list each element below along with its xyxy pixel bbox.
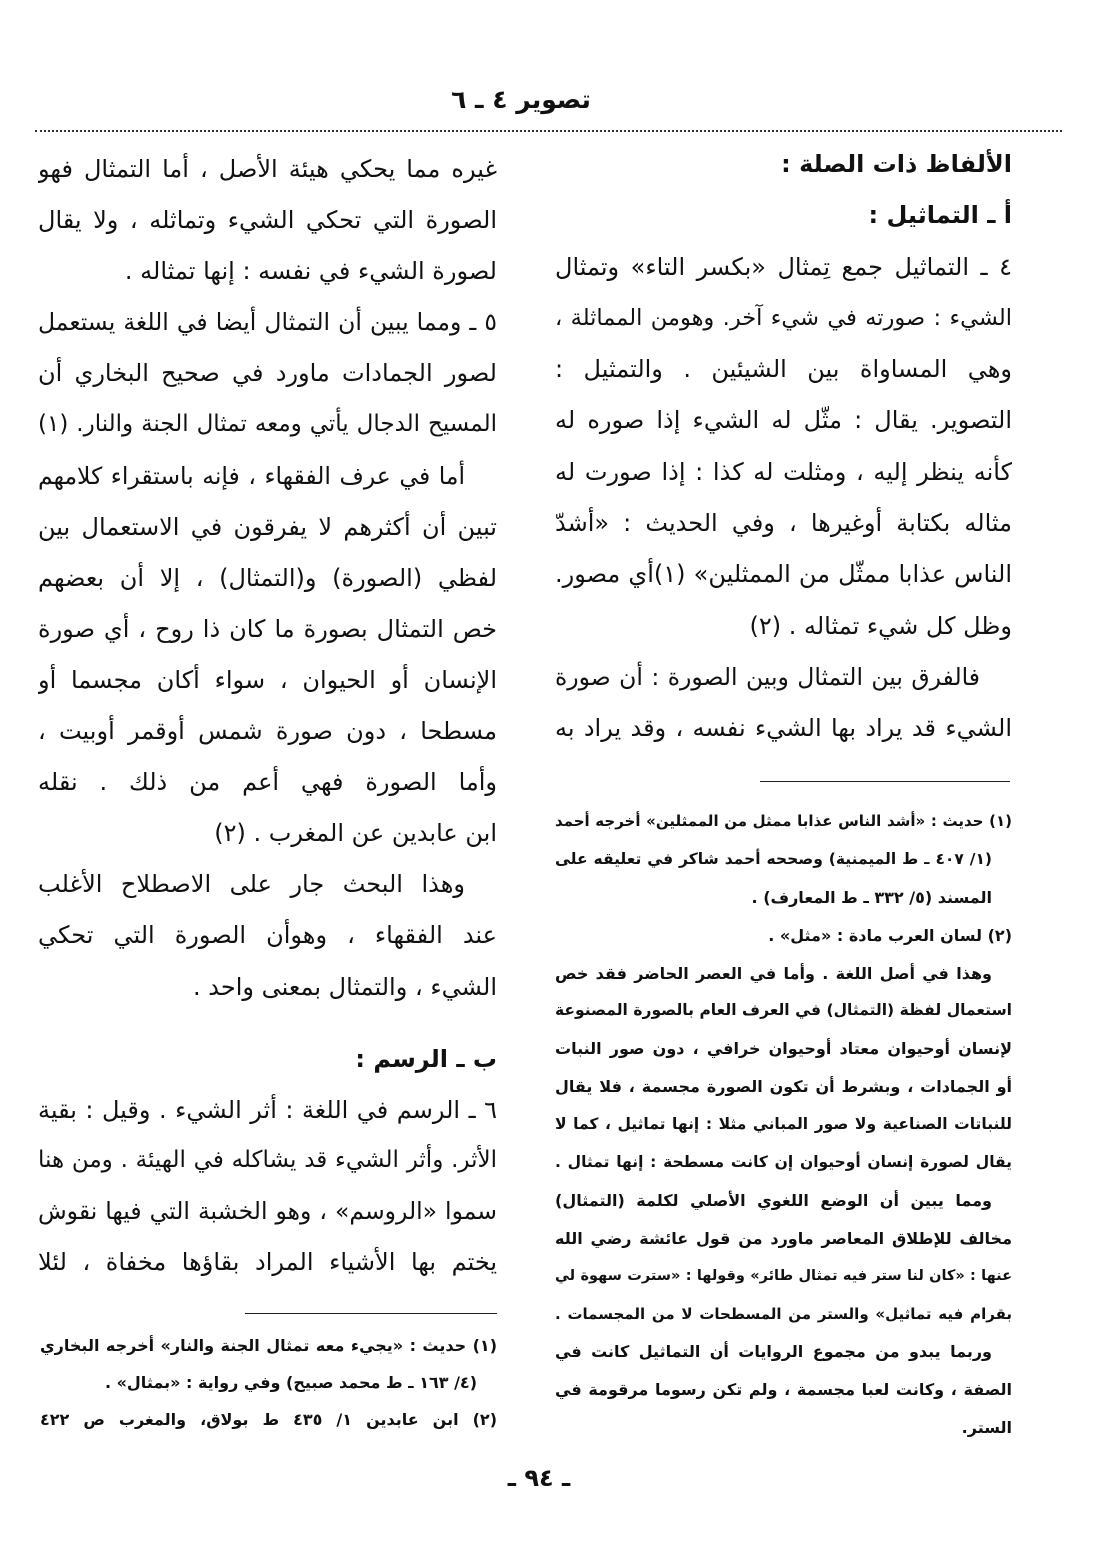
right-column <box>555 139 1012 755</box>
body-text-line: مثاله بكتابة أوغيرها ، وفي الحديث : «أشدّ <box>555 509 1012 538</box>
footnote-line: وربما يبدو من مجموع الروايات أن التماثيل كانت في <box>555 1342 992 1362</box>
body-text-line: فالفرق بين التمثال وبين الصورة : أن صورة <box>555 662 980 691</box>
body-text-line: ٥ ـ ومما يبين أن التمثال أيضا في اللغة يستعمل <box>38 308 497 337</box>
body-text-line: لصورة الشيء في نفسه : إنها تمثاله . <box>124 257 497 286</box>
body-text-line: كأنه ينظر إليه ، ومثلت له كذا : إذا صورت له <box>555 457 1012 486</box>
body-text-line: التصوير. يقال : مثّل له الشيء إذا صوره له <box>555 406 1012 435</box>
body-text-line: غيره مما يحكي هيئة الأصل ، أما التمثال فهو <box>38 155 497 183</box>
body-text-line: وهذا البحث جار على الاصطلاح الأغلب <box>38 870 465 899</box>
header-dotted-divider <box>35 130 1062 132</box>
body-text-line: مسطحا ، دون صورة شمس أوقمر أوبيت ، <box>38 717 497 746</box>
footnote-line: عنها : «كان لنا ستر فيه تمثال طائر» وقولها : «سترت سهوة لي <box>555 1267 1012 1284</box>
footnote-line: (٢) لسان العرب مادة : «مثل» . <box>768 925 1012 945</box>
body-text-line: أما في عرف الفقهاء ، فإنه باستقراء كلامهم <box>38 461 465 490</box>
footnote-line: (٤/ ١٦٣ ـ ط محمد صبيح) وفي رواية : «بمثال» . <box>104 1373 477 1392</box>
body-text-line: ابن عابدين عن المغرب . (٢) <box>214 819 497 848</box>
body-text-line: لفظي (الصورة) و(التمثال) ، إلا أن بعضهم <box>38 563 497 592</box>
footnote-line: المسند (٥/ ٣٣٢ ـ ط المعارف) . <box>751 887 992 907</box>
footnote-separator <box>760 781 1010 782</box>
subheading-statues: أ ـ التماثيل : <box>868 201 1012 230</box>
footnote-line: (١) حديث : «يجيء معه تمثال الجنة والنار» أخرجه البخاري <box>40 1336 497 1355</box>
body-text-line: تبين أن أكثرهم لا يفرقون في الاستعمال بين <box>38 512 497 541</box>
body-text-line: لصور الجمادات ماورد في صحيح البخاري أن <box>38 359 497 388</box>
footnote-line: (١) حديث : «أشد الناس عذابا ممثل من الممثلين» أخرجه أحمد <box>555 812 1012 830</box>
body-text-line: وهي المساواة بين الشيئين . والتمثيل : <box>555 355 1012 384</box>
left-column-drawing-section <box>38 1034 497 1287</box>
body-text-line: يختم بها الأشياء المراد بقاؤها مخفاة ، لئلا <box>38 1247 497 1276</box>
footnote-line: الصفة ، وكانت لعبا مجسمة ، ولم تكن رسوما مرقومة في <box>555 1380 1012 1400</box>
footnote-line: مخالف للإطلاق المعاصر ماورد من قول عائشة رضي الله <box>555 1228 1012 1248</box>
body-text-line: الشيء قد يراد بها الشيء نفسه ، وقد يراد به <box>555 714 1012 743</box>
body-text-line: الناس عذابا ممثّل من الممثلين» (١)أي مصور. <box>555 560 1012 589</box>
footnote-line: استعمال لفظة (التمثال) في العرف العام بالصورة المصنوعة <box>555 1001 1012 1020</box>
left-column <box>38 144 497 1013</box>
footnote-line: لإنسان أوحيوان معتاد أوحيوان خرافي ، دون صور النبات <box>555 1039 1012 1059</box>
body-text-line: المسيح الدجال يأتي ومعه تمثال الجنة والنار. (١) <box>38 411 497 438</box>
page-number: ـ ٩٤ ـ <box>507 1464 571 1492</box>
left-footnotes <box>40 1327 497 1438</box>
footnote-line: وهذا في أصل اللغة . وأما في العصر الحاضر فقد خص <box>555 963 992 983</box>
body-text-line: الأثر. وأثر الشيء قد يشاكله في الهيئة . ومن هنا <box>38 1147 497 1174</box>
right-footnotes <box>555 803 1012 1447</box>
body-text-line: وظل كل شيء تمثاله . (٢) <box>749 611 1012 640</box>
footnote-line: الستر. <box>961 1418 1012 1438</box>
footnote-line: بقرام فيه تماثيل» والستر من المسطحات لا من المجسمات . <box>555 1304 1012 1323</box>
body-text-line: سموا «الروسم» ، وهو الخشبة التي فيها نقوش <box>38 1197 497 1226</box>
footnote-line: (١/ ٤٠٧ ـ ط الميمنية) وصححه أحمد شاكر في تعليقه على <box>555 849 993 868</box>
body-text-line: الصورة التي تحكي الشيء وتماثله ، ولا يقال <box>38 206 497 235</box>
footnote-separator <box>245 1313 497 1314</box>
body-text-line: ٦ ـ الرسم في اللغة : أثر الشيء . وقيل : بقية <box>38 1095 497 1124</box>
subheading-drawing: ب ـ الرسم : <box>355 1045 497 1073</box>
body-text-line: عند الفقهاء ، وهوأن الصورة التي تحكي <box>38 921 497 950</box>
footnote-line: أو الجمادات ، وبشرط أن تكون الصورة مجسمة ، فلا يقال <box>555 1077 1012 1097</box>
footnote-line: للنباتات الصناعية ولا صور المباني مثلا : إنها تماثيل ، كما لا <box>555 1115 1012 1134</box>
body-text-line: الشيء ، والتمثال بمعنى واحد . <box>193 972 497 1001</box>
footnote-line: (٢) ابن عابدين ١/ ٤٣٥ ط بولاق، والمغرب ص ٤٢٢ <box>40 1410 497 1429</box>
footnote-line: يقال لصورة إنسان أوحيوان إن كانت مسطحة : إنها تمثال . <box>555 1153 1012 1172</box>
body-text-line: وأما الصورة فهي أعم من ذلك . نقله <box>38 768 497 797</box>
body-text-line: خص التمثال بصورة ما كان ذا روح ، أي صورة <box>38 614 497 643</box>
body-text-line: الشيء : صورته في شيء آخر. وهومن المماثلة ، <box>555 304 1012 331</box>
body-text-line: ٤ ـ التماثيل جمع تِمثال «بكسر التاء» وتمثال <box>555 252 1012 281</box>
section-heading-related-terms: الألفاظ ذات الصلة : <box>781 150 1012 178</box>
running-header-title: تصوير ٤ ـ ٦ <box>451 85 591 114</box>
body-text-line: الإنسان أو الحيوان ، سواء أكان مجسما أو <box>38 665 497 694</box>
footnote-line: ومما يبين أن الوضع اللغوي الأصلي لكلمة (التمثال) <box>555 1190 992 1210</box>
